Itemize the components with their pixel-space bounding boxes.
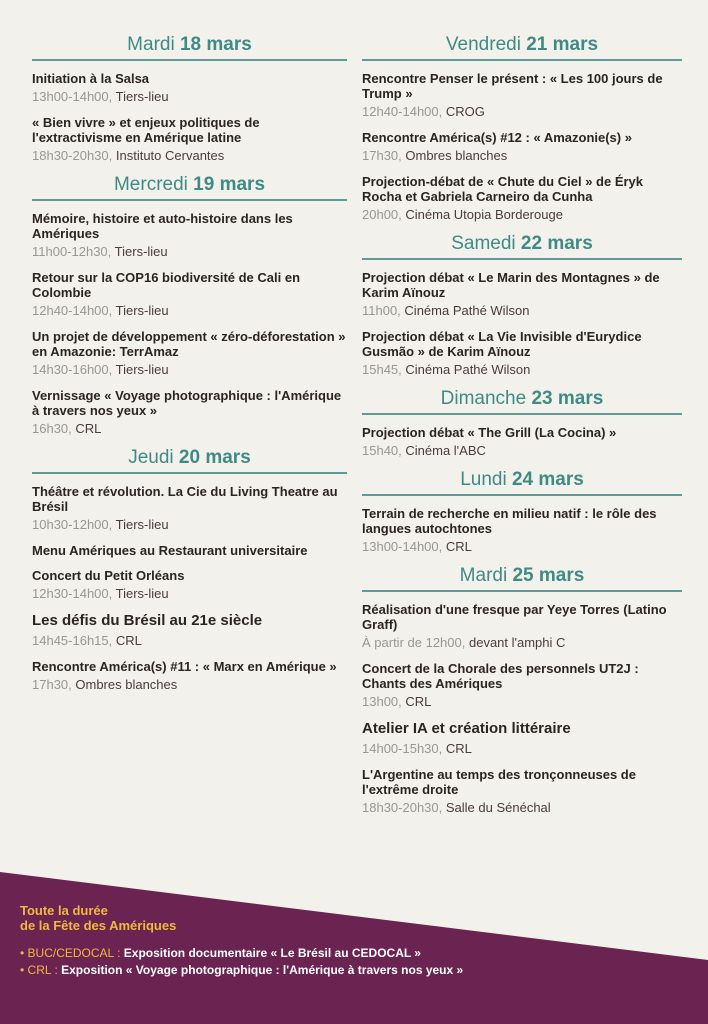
event-venue: Cinéma Pathé Wilson xyxy=(404,303,530,318)
event-venue: Tiers-lieu xyxy=(115,517,169,532)
day-date: 25 mars xyxy=(512,565,585,586)
event-title: Projection-débat de « Chute du Ciel » de Éryk Rocha et Gabriela Carneiro da Cunha xyxy=(362,174,644,204)
footer-heading-line1: Toute la durée xyxy=(20,903,108,918)
event-time: 14h30-16h00, xyxy=(32,362,113,377)
event-venue: Tiers-lieu xyxy=(115,586,169,601)
footer-item xyxy=(20,962,690,979)
event-title: Théâtre et révolution. La Cie du Living Theatre au Brésil xyxy=(32,484,338,514)
footer-heading-line2: de la Fête des Amériques xyxy=(20,918,177,933)
event-title: Réalisation d'une fresque par Yeye Torres (Latino Graff) xyxy=(362,602,667,632)
event-venue: Cinéma l'ABC xyxy=(405,443,486,458)
event-time: À partir de 12h00, xyxy=(362,635,466,650)
event-time: 12h40-14h00, xyxy=(32,303,113,318)
event-time: 18h30-20h30, xyxy=(362,800,443,815)
event-time: 12h30-14h00, xyxy=(32,586,113,601)
event-time: 15h40, xyxy=(362,443,402,458)
day-date: 18 mars xyxy=(179,34,252,55)
event-title: Rencontre Penser le présent : « Les 100 jours de Trump » xyxy=(362,71,663,101)
event-time: 14h00-15h30, xyxy=(362,741,443,756)
event-venue: CRL xyxy=(115,633,142,648)
event-time: 17h30, xyxy=(362,148,402,163)
event-time: 18h30-20h30, xyxy=(32,148,113,163)
event-venue: Salle du Sénéchal xyxy=(445,800,551,815)
footer-item xyxy=(20,945,690,962)
event-time: 11h00, xyxy=(362,303,401,318)
day-name: Jeudi xyxy=(128,447,174,468)
event-venue: CRL xyxy=(445,539,472,554)
event-venue: CRL xyxy=(405,694,432,709)
event-title: « Bien vivre » et enjeux politiques de l'extractivisme en Amérique latine xyxy=(32,115,260,145)
event-venue: CRL xyxy=(75,421,102,436)
event-venue: Ombres blanches xyxy=(405,148,508,163)
event-title: Concert de la Chorale des personnels UT2J : Chants des Amériques xyxy=(362,661,639,691)
event-time: 13h00-14h00, xyxy=(362,539,443,554)
event-time: 10h30-12h00, xyxy=(32,517,113,532)
event-time: 12h40-14h00, xyxy=(362,104,443,119)
event-time: 17h30, xyxy=(32,677,72,692)
footer-item-org: CRL : xyxy=(27,963,58,977)
event-venue: Cinéma Pathé Wilson xyxy=(405,362,531,377)
event-venue: CROG xyxy=(445,104,485,119)
event-time: 20h00, xyxy=(362,207,402,222)
event-title: Projection débat « The Grill (La Cocina) » xyxy=(362,425,617,440)
day-name: Dimanche xyxy=(440,388,527,409)
event-title: Terrain de recherche en milieu natif : le rôle des langues autochtones xyxy=(362,506,657,536)
event-title: Rencontre América(s) #12 : « Amazonie(s) » xyxy=(362,130,632,145)
footer-item-org: BUC/CEDOCAL : xyxy=(27,946,121,960)
day-date: 19 mars xyxy=(193,174,266,195)
event-title: Mémoire, histoire et auto-histoire dans les Amériques xyxy=(32,211,293,241)
day-date: 24 mars xyxy=(511,469,584,490)
day-date: 20 mars xyxy=(178,447,251,468)
event-title: Atelier IA et création littéraire xyxy=(362,720,571,737)
event-title: Rencontre América(s) #11 : « Marx en Amérique » xyxy=(32,659,337,674)
event-venue: Ombres blanches xyxy=(75,677,178,692)
event-title: Vernissage « Voyage photographique : l'Amérique à travers nos yeux » xyxy=(32,388,342,418)
event-title: Un projet de développement « zéro-déforestation » en Amazonie: TerrAmaz xyxy=(32,329,346,359)
day-name: Mardi xyxy=(127,34,175,55)
event-title: Retour sur la COP16 biodiversité de Cali en Colombie xyxy=(32,270,301,300)
day-name: Mardi xyxy=(459,565,508,586)
event-time: 11h00-12h30, xyxy=(32,244,112,259)
event-venue: Tiers-lieu xyxy=(114,244,168,259)
event-time: 13h00-14h00, xyxy=(32,89,113,104)
event-title: Concert du Petit Orléans xyxy=(32,568,185,583)
event-time: 16h30, xyxy=(32,421,72,436)
bullet-icon: • xyxy=(20,946,25,960)
event-title: Initiation à la Salsa xyxy=(32,71,150,86)
event-venue: Instituto Cervantes xyxy=(115,148,225,163)
event-title: L'Argentine au temps des tronçonneuses de l'extrême droite xyxy=(362,767,636,797)
event-title: Projection débat « Le Marin des Montagnes » de Karim Aïnouz xyxy=(362,270,660,300)
day-name: Lundi xyxy=(460,469,507,490)
footer-item-desc: Exposition « Voyage photographique : l'Amérique à travers nos yeux » xyxy=(61,963,464,977)
event-venue: Cinéma Utopia Borderouge xyxy=(405,207,563,222)
day-name: Vendredi xyxy=(445,34,521,55)
day-date: 23 mars xyxy=(531,388,604,409)
event-title: Menu Amériques au Restaurant universitaire xyxy=(32,543,308,558)
event-title: Projection débat « La Vie Invisible d'Eurydice Gusmão » de Karim Aïnouz xyxy=(362,329,642,359)
footer-item-desc: Exposition documentaire « Le Brésil au CEDOCAL » xyxy=(123,946,421,960)
event-time: 15h45, xyxy=(362,362,402,377)
event-venue: CRL xyxy=(445,741,472,756)
event-title: Les défis du Brésil au 21e siècle xyxy=(32,612,263,629)
footer-heading xyxy=(20,903,690,933)
footer-section xyxy=(20,903,690,979)
event-venue: devant l'amphi C xyxy=(468,635,566,650)
bullet-icon: • xyxy=(20,963,25,977)
event-time: 13h00, xyxy=(362,694,402,709)
event-venue: Tiers-lieu xyxy=(115,303,169,318)
event-venue: Tiers-lieu xyxy=(115,89,169,104)
event-time: 14h45-16h15, xyxy=(32,633,113,648)
day-date: 21 mars xyxy=(526,34,599,55)
day-date: 22 mars xyxy=(520,233,593,254)
event-venue: Tiers-lieu xyxy=(115,362,169,377)
day-name: Mercredi xyxy=(113,174,188,195)
day-name: Samedi xyxy=(451,233,516,254)
